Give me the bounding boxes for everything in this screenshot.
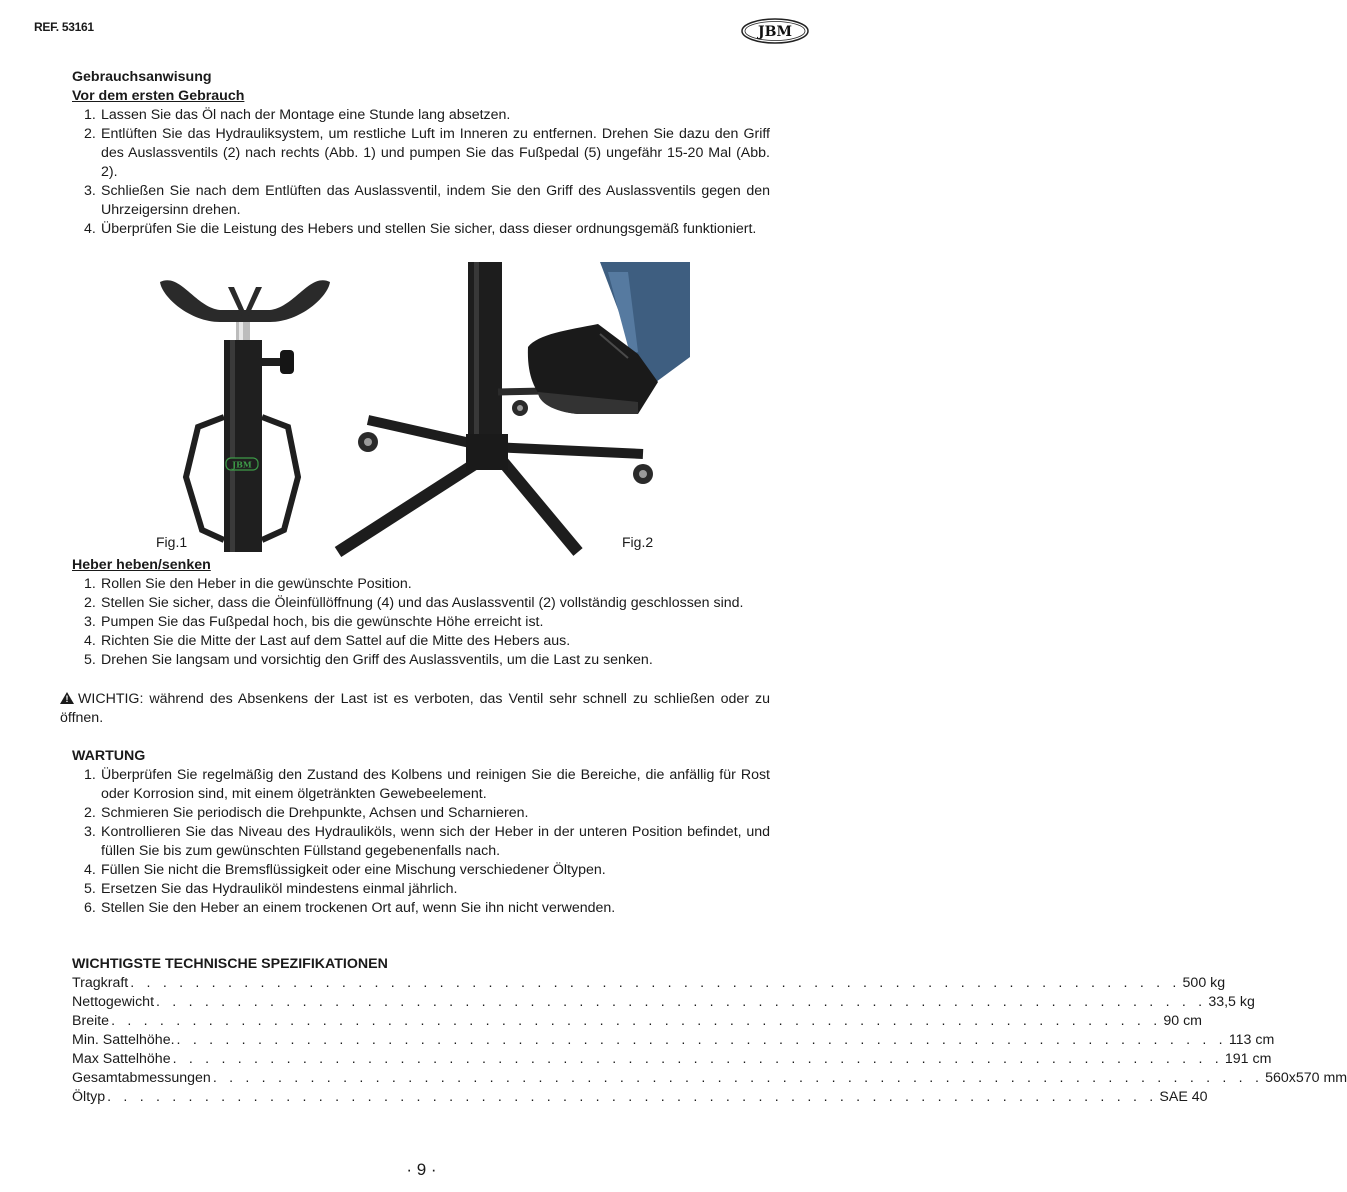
spec-row: Tragkraft . . . . . . . . . . . . . . . . . . . . . . . . . . . . . . . . . . . . . . . . . . . . . . . . . . . . . . . . . . . . . . . . . 500 kg — [72, 975, 1226, 991]
spec-row: Breite . . . . . . . . . . . . . . . . . . . . . . . . . . . . . . . . . . . . . . . . . . . . . . . . . . . . . . . . . . . . . . . . . 90 cm — [72, 1013, 1202, 1029]
logo-text: JBM — [758, 24, 792, 40]
spec-row: Max Sattelhöhe . . . . . . . . . . . . . . . . . . . . . . . . . . . . . . . . . . . . . . . . . . . . . . . . . . . . . . . . . . . . . . . . . 191 cm — [72, 1051, 1272, 1067]
section-title-specs: WICHTIGSTE TECHNISCHE SPEZIFIKATIONEN — [72, 956, 388, 972]
list-item: 1. Überprüfen Sie regelmäßig den Zustand des Kolbens und reinigen Sie die Bereiche, die anfällig für Rost oder Korrosion sind, mit einem ölgetränkten Gewebeelement. — [84, 767, 770, 802]
list-item: 1. Rollen Sie den Heber in die gewünschte Position. — [84, 576, 412, 592]
maintenance-list — [72, 766, 770, 918]
list-item: 1. Lassen Sie das Öl nach der Montage eine Stunde lang absetzen. — [84, 107, 511, 123]
list-item: 2. Schmieren Sie periodisch die Drehpunkte, Achsen und Scharnieren. — [84, 805, 529, 821]
fig1-image — [150, 262, 340, 552]
raise-lower-section — [72, 556, 770, 670]
list-item: 4. Füllen Sie nicht die Bremsflüssigkeit oder eine Mischung verschiedener Öltypen. — [84, 862, 606, 878]
list-item: 5. Drehen Sie langsam und vorsichtig den Griff des Auslassventils, um die Last zu senken. — [84, 652, 653, 668]
spec-row: Min. Sattelhöhe. . . . . . . . . . . . . . . . . . . . . . . . . . . . . . . . . . . . . . . . . . . . . . . . . . . . . . . . . . . . . . . . . . 113 cm — [72, 1032, 1275, 1048]
figures-area — [0, 262, 843, 552]
fig1-label: Fig.1 — [156, 534, 188, 550]
list-item: 3. Kontrollieren Sie das Niveau des Hydrauliköls, wenn sich der Heber in der unteren Position befindet, und füllen Sie bis zum gewünschten Füllstand gegebenenfalls nach. — [84, 824, 770, 859]
list-item: 2. Stellen Sie sicher, dass die Öleinfüllöffnung (4) und das Auslassventil (2) vollständig geschlossen sind. — [84, 595, 744, 611]
section-title-maintenance: WARTUNG — [72, 748, 146, 764]
warning-icon: ! — [60, 692, 74, 704]
reference-number: REF. 53161 — [34, 20, 94, 34]
spec-row: Nettogewicht . . . . . . . . . . . . . . . . . . . . . . . . . . . . . . . . . . . . . . . . . . . . . . . . . . . . . . . . . . . . . . . . . 33,5 kg — [72, 994, 1255, 1010]
intro-section — [72, 68, 770, 239]
list-item: 4. Überprüfen Sie die Leistung des Hebers und stellen Sie sicher, dass dieser ordnungsgemäß funktioniert. — [84, 221, 757, 237]
raise-lower-list — [72, 575, 770, 670]
warning-note — [60, 690, 770, 728]
section-title-usage: Gebrauchsanwisung — [72, 69, 212, 85]
list-item: 3. Schließen Sie nach dem Entlüften das Auslassventil, indem Sie den Griff des Auslassventils gegen den Uhrzeigersinn drehen. — [84, 183, 770, 218]
warning-text: WICHTIG: während des Absenkens der Last ist es verboten, das Ventil sehr schnell zu schließen oder zu öffnen. — [60, 691, 770, 726]
section-title-raise-lower: Heber heben/senken — [72, 557, 211, 573]
spec-row: Gesamtabmessungen . . . . . . . . . . . . . . . . . . . . . . . . . . . . . . . . . . . . . . . . . . . . . . . . . . . . . . . . . . . . . . . . . 560x570 mm — [72, 1070, 1347, 1086]
list-item: 5. Ersetzen Sie das Hydrauliköl mindestens einmal jährlich. — [84, 881, 458, 897]
jbm-logo — [741, 18, 809, 44]
fig1-logo-text: JBM — [232, 459, 252, 470]
list-item: 4. Richten Sie die Mitte der Last auf dem Sattel auf die Mitte des Hebers aus. — [84, 633, 571, 649]
first-use-list — [72, 106, 770, 239]
maintenance-section — [72, 747, 770, 918]
section-subtitle-first-use: Vor dem ersten Gebrauch — [72, 88, 245, 104]
list-item: 6. Stellen Sie den Heber an einem trockenen Ort auf, wenn Sie ihn nicht verwenden. — [84, 900, 616, 916]
list-item: 2. Entlüften Sie das Hydrauliksystem, um restliche Luft im Inneren zu entfernen. Drehen Sie dazu den Griff des Auslassventils (2) nach rechts (Abb. 1) und pumpen Sie das Fußpedal (5) ungefähr 15-20 Mal (Abb. 2). — [84, 126, 770, 180]
page-number: · 9 · — [406, 1160, 437, 1179]
fig2-label: Fig.2 — [622, 534, 654, 550]
fig2-image — [338, 262, 668, 552]
specs-section — [72, 955, 1347, 1107]
list-item: 3. Pumpen Sie das Fußpedal hoch, bis die gewünschte Höhe erreicht ist. — [84, 614, 544, 630]
spec-row: Öltyp . . . . . . . . . . . . . . . . . . . . . . . . . . . . . . . . . . . . . . . . . . . . . . . . . . . . . . . . . . . . . . . . . SAE 40 — [72, 1089, 1208, 1105]
